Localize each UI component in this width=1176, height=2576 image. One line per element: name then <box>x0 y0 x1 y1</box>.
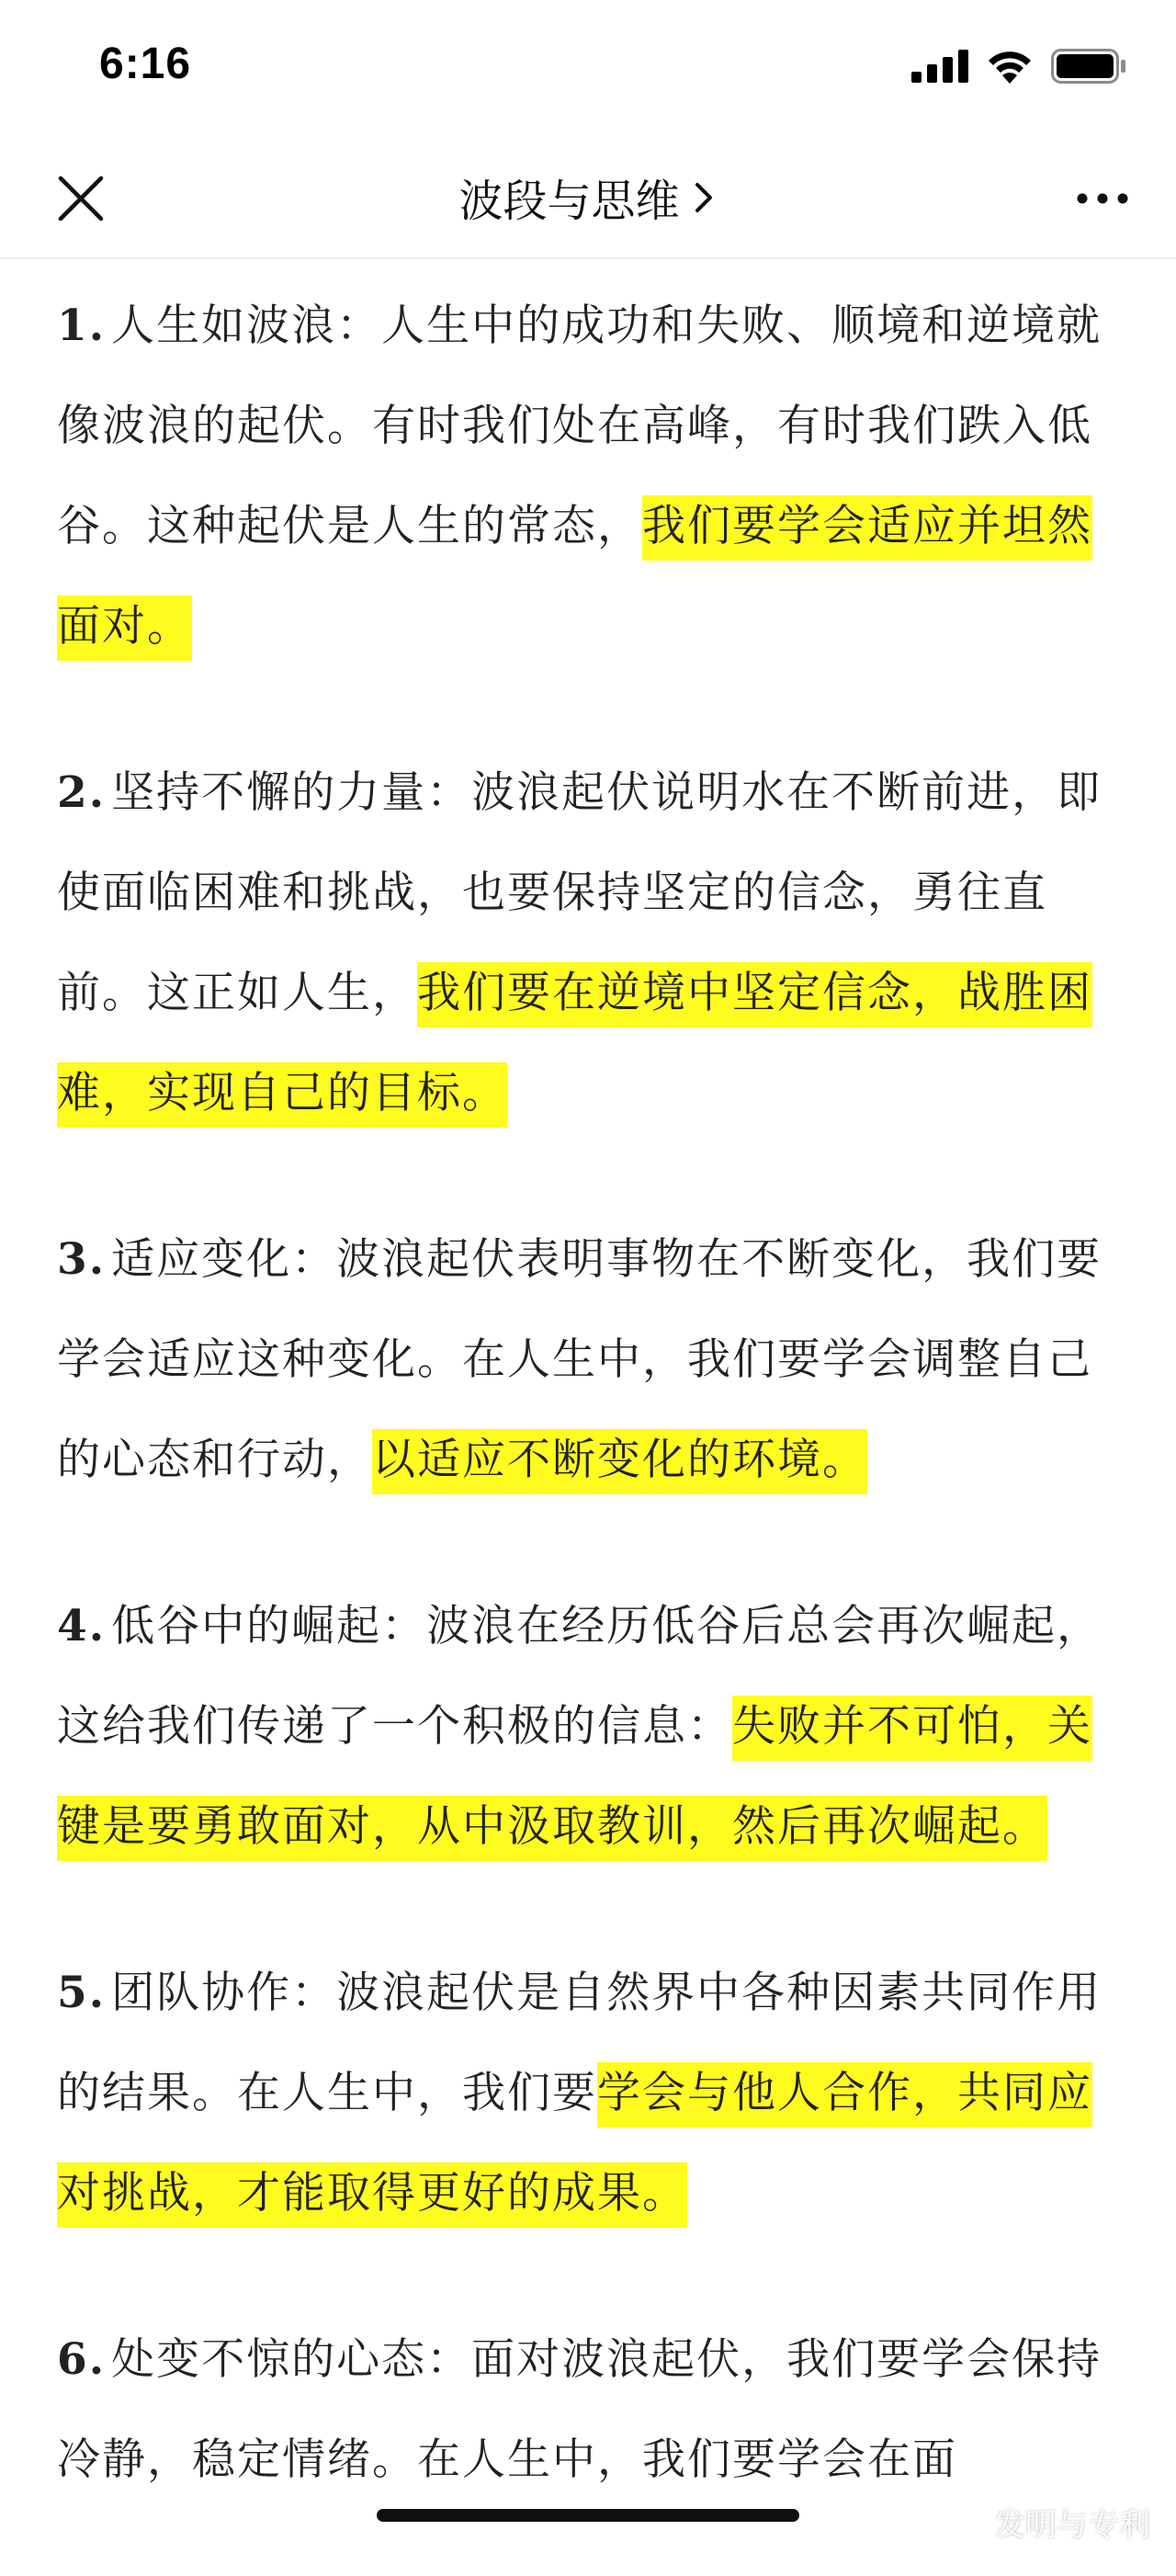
paragraph-text: 坚持不懈的力量：波浪起伏说明水在不断前进，即使面临困难和挑战，也要保持坚定的信念，勇往直前。这正如人生， <box>57 767 1102 1018</box>
paragraph-2 <box>57 743 1104 1143</box>
cellular-signal-icon <box>911 50 968 86</box>
paragraph-number: 4. <box>57 1601 107 1651</box>
paragraph-text: 适应变化：波浪起伏表明事物在不断变化，我们要学会适应这种变化。在人生中，我们要学会调整自己的心态和行动， <box>57 1234 1102 1485</box>
highlighted-text: 以适应不断变化的环境。 <box>372 1429 867 1494</box>
status-icons <box>911 48 1126 88</box>
paragraph-number: 1. <box>57 301 107 351</box>
status-bar <box>0 0 1176 138</box>
nav-bar <box>0 138 1176 259</box>
paragraph-6 <box>57 2309 1104 2510</box>
article-body <box>57 276 1104 2576</box>
paragraph-1 <box>57 276 1104 676</box>
home-indicator[interactable] <box>377 2509 799 2522</box>
paragraph-text: 人生如波浪：人生中的成功和失败、顺境和逆境就像波浪的起伏。有时我们处在高峰，有时我们跌入低谷。这种起伏是人生的常态， <box>57 301 1102 551</box>
paragraph-text: 低谷中的崛起：波浪在经历低谷后总会再次崛起，这给我们传递了一个积极的信息： <box>57 1601 1102 1752</box>
paragraph-4 <box>57 1576 1104 1877</box>
wifi-icon <box>987 49 1033 87</box>
highlighted-text: 失败并不可怕，关键是要勇敢面对，从中汲取教训，然后再次崛起。 <box>57 1696 1092 1861</box>
account-title-link[interactable] <box>0 165 1176 229</box>
more-button[interactable] <box>1073 182 1132 215</box>
watermark-text: 发明与专利 <box>994 2507 1150 2544</box>
paragraph-3 <box>57 1209 1104 1510</box>
chevron-right-icon <box>690 177 718 218</box>
wechat-icon <box>944 2505 985 2540</box>
status-time: 6:16 <box>99 40 192 88</box>
page-title: 波段与思维 <box>458 176 680 227</box>
highlighted-text: 我们要在逆境中坚定信念，战胜困难，实现自己的目标。 <box>57 962 1092 1128</box>
paragraph-text: 团队协作：波浪起伏是自然界中各种因素共同作用的结果。在人生中，我们要 <box>57 1968 1102 2118</box>
more-icon <box>1073 182 1132 215</box>
highlighted-text: 学会与他人合作，共同应对挑战，才能取得更好的成果。 <box>57 2062 1092 2228</box>
paragraph-number: 3. <box>57 1234 107 1285</box>
highlighted-text: 我们要学会适应并坦然面对。 <box>57 495 1092 661</box>
paragraph-5 <box>57 1943 1104 2243</box>
paragraph-text: 处变不惊的心态：面对波浪起伏，我们要学会保持冷静，稳定情绪。在人生中，我们要学会在面 <box>57 2334 1102 2485</box>
paragraph-number: 6. <box>57 2334 107 2385</box>
paragraph-number: 5. <box>57 1968 107 2018</box>
paragraph-number: 2. <box>57 767 107 818</box>
watermark <box>944 2500 1150 2545</box>
battery-icon <box>1051 49 1126 87</box>
